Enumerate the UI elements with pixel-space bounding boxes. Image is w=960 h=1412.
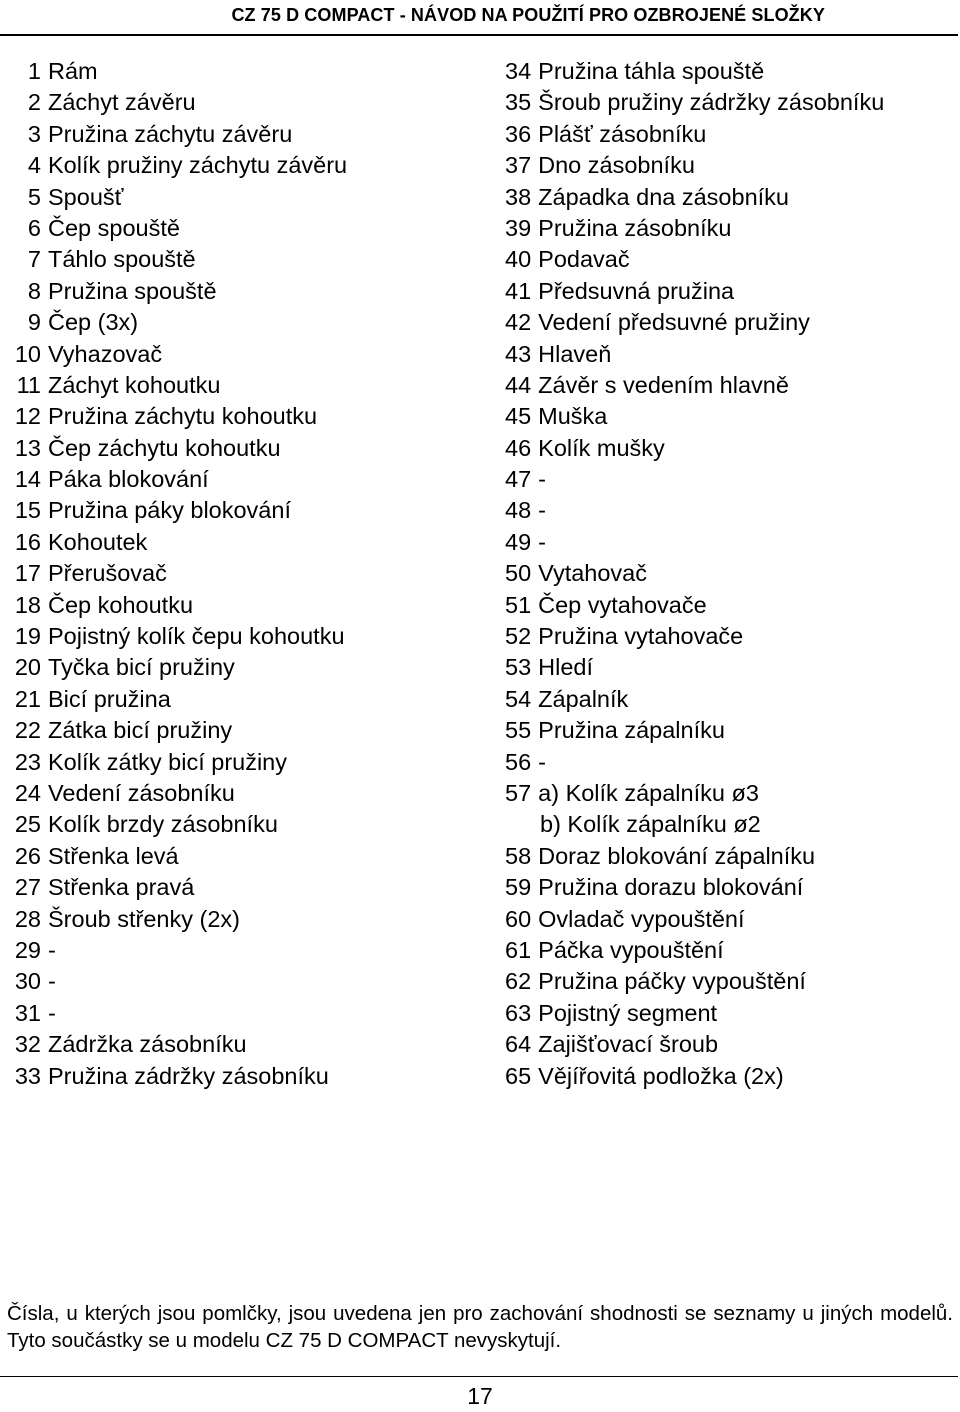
- part-list-item: [505, 1029, 955, 1060]
- part-name: Zátka bicí pružiny: [48, 717, 233, 744]
- part-list-item: [12, 119, 482, 150]
- part-name: Čep spouště: [48, 214, 180, 241]
- part-number: 24: [14, 779, 41, 806]
- part-name: b) Kolík zápalníku ø2: [540, 811, 761, 838]
- part-name: Čep (3x): [48, 309, 139, 336]
- part-number: 64: [505, 1031, 532, 1058]
- part-list-item: [12, 998, 482, 1029]
- part-name: Muška: [538, 403, 608, 430]
- part-number: 13: [14, 434, 41, 461]
- part-number: 41: [505, 277, 532, 304]
- part-name: Západka dna zásobníku: [538, 183, 789, 210]
- part-list-item: [505, 935, 955, 966]
- part-number: 20: [14, 654, 41, 681]
- part-number: 34: [505, 58, 532, 84]
- part-name: Pojistný kolík čepu kohoutku: [48, 623, 345, 650]
- part-name: -: [538, 748, 546, 775]
- part-number: 36: [505, 120, 532, 147]
- part-name: Spoušť: [48, 183, 124, 210]
- part-number: 52: [505, 623, 532, 650]
- part-name: Pružina vytahovače: [538, 623, 744, 650]
- part-list-item: [505, 904, 955, 935]
- part-number: 55: [505, 717, 532, 744]
- part-name: Vedení předsuvné pružiny: [538, 309, 810, 336]
- part-list-item: [505, 307, 955, 338]
- part-list-item: [12, 809, 482, 840]
- part-name: Pružina dorazu blokování: [538, 874, 804, 901]
- part-name: Šroub střenky (2x): [48, 905, 240, 932]
- part-name: Vedení zásobníku: [48, 779, 235, 806]
- part-name: Vějířovitá podložka (2x): [538, 1062, 784, 1089]
- part-number: 48: [505, 497, 532, 524]
- part-number: 61: [505, 936, 532, 963]
- part-list-item: [505, 244, 955, 275]
- part-number: 57: [505, 779, 532, 806]
- part-name: Podavač: [538, 246, 630, 273]
- part-list-item: [505, 464, 955, 495]
- part-list-item: [505, 809, 955, 840]
- part-name: -: [48, 968, 56, 995]
- part-name: -: [538, 497, 546, 524]
- part-list-item: [12, 87, 482, 118]
- part-name: Čep vytahovače: [538, 591, 707, 618]
- footnote: Čísla, u kterých jsou pomlčky, jsou uvedena jen pro zachování shodnosti se seznamy u jiných modelů. Tyto součástky se u modelu CZ 75 D COMPACT nevyskytují.: [7, 1302, 953, 1352]
- part-number: 29: [14, 936, 41, 963]
- part-list-item: [505, 998, 955, 1029]
- page-number: 17: [467, 1383, 493, 1409]
- part-number: 25: [14, 811, 41, 838]
- part-number: 14: [14, 466, 41, 493]
- header-title: CZ 75 D COMPACT - NÁVOD NA POUŽITÍ PRO OZBROJENÉ SLOŽKY: [231, 5, 825, 25]
- part-list-item: [505, 370, 955, 401]
- part-number: 17: [14, 560, 41, 587]
- part-name: Záchyt kohoutku: [48, 371, 221, 398]
- part-number: 59: [505, 874, 532, 901]
- part-number: 18: [14, 591, 41, 618]
- part-number: 22: [14, 717, 41, 744]
- part-name: Kolík zátky bicí pružiny: [48, 748, 288, 775]
- part-name: Čep záchytu kohoutku: [48, 434, 281, 461]
- part-list-item: [505, 87, 955, 118]
- part-list-item: [505, 778, 955, 809]
- part-list-item: [12, 935, 482, 966]
- part-name: Kohoutek: [48, 528, 148, 555]
- part-name: Zápalník: [538, 685, 629, 712]
- part-number: 21: [14, 685, 41, 712]
- part-number: 47: [505, 466, 532, 493]
- part-name: Zajišťovací šroub: [538, 1031, 719, 1058]
- part-name: Páka blokování: [48, 466, 209, 493]
- part-number: 40: [505, 246, 532, 273]
- part-number: 43: [505, 340, 532, 367]
- part-number: 28: [14, 905, 41, 932]
- part-name: Kolík brzdy zásobníku: [48, 811, 278, 838]
- page-header: [0, 0, 958, 36]
- part-number: 54: [505, 685, 532, 712]
- part-list-item: [12, 715, 482, 746]
- part-list-item: [12, 150, 482, 181]
- part-number: 16: [14, 528, 41, 555]
- part-number: 23: [14, 748, 41, 775]
- part-number: 15: [14, 497, 41, 524]
- part-list-item: [12, 56, 482, 87]
- part-name: Kolík pružiny záchytu závěru: [48, 152, 348, 179]
- part-number: 10: [14, 340, 41, 367]
- part-number: 39: [505, 214, 532, 241]
- parts-list-right: [505, 56, 955, 1092]
- part-number: 37: [505, 152, 532, 179]
- part-number: 11: [16, 371, 41, 398]
- part-name: Bicí pružina: [48, 685, 171, 712]
- part-list-item: [12, 213, 482, 244]
- part-list-item: [505, 652, 955, 683]
- part-list-item: [12, 276, 482, 307]
- part-name: Pružina zásobníku: [538, 214, 732, 241]
- part-name: Předsuvná pružina: [538, 277, 735, 304]
- part-list-item: [505, 119, 955, 150]
- part-name: Rám: [48, 58, 98, 84]
- part-number: 32: [14, 1031, 41, 1058]
- part-list-item: [12, 778, 482, 809]
- part-number: 19: [14, 623, 41, 650]
- part-number: 51: [505, 591, 532, 618]
- part-name: a) Kolík zápalníku ø3: [538, 779, 759, 806]
- part-name: Šroub pružiny zádržky zásobníku: [538, 89, 885, 116]
- footer-divider: [0, 1376, 958, 1377]
- part-list-item: [505, 56, 955, 87]
- part-list-item: [12, 370, 482, 401]
- part-list-item: [12, 401, 482, 432]
- part-list-item: [12, 433, 482, 464]
- part-name: Pružina páčky vypouštění: [538, 968, 806, 995]
- part-number: 2: [27, 89, 41, 116]
- part-number: 38: [505, 183, 532, 210]
- part-name: Záchyt závěru: [48, 89, 196, 116]
- part-name: Pružina páky blokování: [48, 497, 291, 524]
- part-number: 33: [14, 1062, 41, 1089]
- part-name: Pojistný segment: [538, 999, 718, 1026]
- part-name: Dno zásobníku: [538, 152, 695, 179]
- part-list-item: [12, 307, 482, 338]
- part-number: 30: [14, 968, 41, 995]
- part-name: Pružina zápalníku: [538, 717, 725, 744]
- part-number: 49: [505, 528, 532, 555]
- part-name: Přerušovač: [48, 560, 167, 587]
- part-list-item: [12, 1029, 482, 1060]
- part-number: 31: [14, 999, 41, 1026]
- part-number: 7: [27, 246, 41, 273]
- part-list-item: [505, 966, 955, 997]
- part-list-item: [505, 276, 955, 307]
- part-list-item: [12, 495, 482, 526]
- part-name: -: [538, 528, 546, 555]
- part-number: 45: [505, 403, 532, 430]
- part-list-item: [505, 715, 955, 746]
- part-number: 35: [505, 89, 532, 116]
- part-list-item: [505, 495, 955, 526]
- part-list-item: [505, 841, 955, 872]
- part-list-item: [12, 244, 482, 275]
- part-list-item: [505, 590, 955, 621]
- part-number: 6: [27, 214, 41, 241]
- part-list-item: [12, 747, 482, 778]
- part-name: Střenka pravá: [48, 874, 195, 901]
- part-number: 50: [505, 560, 532, 587]
- part-number: 27: [14, 874, 41, 901]
- part-name: -: [48, 936, 56, 963]
- part-list-item: [505, 1061, 955, 1092]
- part-number: 46: [505, 434, 532, 461]
- part-list-item: [12, 872, 482, 903]
- part-name: Střenka levá: [48, 842, 179, 869]
- part-list-item: [12, 841, 482, 872]
- part-list-item: [12, 590, 482, 621]
- part-number: 42: [505, 309, 532, 336]
- part-list-item: [12, 621, 482, 652]
- part-name: Pružina zádržky zásobníku: [48, 1062, 329, 1089]
- part-list-item: [505, 401, 955, 432]
- part-name: Čep kohoutku: [48, 591, 194, 618]
- part-number: 3: [27, 120, 41, 147]
- part-name: Zádržka zásobníku: [48, 1031, 247, 1058]
- part-number: 26: [14, 842, 41, 869]
- part-number: 1: [27, 58, 41, 84]
- part-list-item: [505, 872, 955, 903]
- part-number: 44: [505, 371, 532, 398]
- part-list-item: [12, 652, 482, 683]
- part-list-item: [12, 904, 482, 935]
- part-number: 12: [14, 403, 41, 430]
- part-name: Ovladač vypouštění: [538, 905, 745, 932]
- part-list-item: [505, 213, 955, 244]
- part-name: Pružina záchytu závěru: [48, 120, 293, 147]
- part-list-item: [505, 150, 955, 181]
- part-list-item: [12, 684, 482, 715]
- part-name: Pružina táhla spouště: [538, 58, 765, 84]
- part-number: 62: [505, 968, 532, 995]
- part-name: Kolík mušky: [538, 434, 665, 461]
- part-number: 58: [505, 842, 532, 869]
- part-list-item: [505, 182, 955, 213]
- part-name: Závěr s vedením hlavně: [538, 371, 789, 398]
- part-list-item: [12, 464, 482, 495]
- part-name: -: [48, 999, 56, 1026]
- part-name: Vyhazovač: [48, 340, 163, 367]
- part-list-item: [12, 966, 482, 997]
- part-name: Páčka vypouštění: [538, 936, 724, 963]
- part-name: Plášť zásobníku: [538, 120, 707, 147]
- part-name: Pružina záchytu kohoutku: [48, 403, 318, 430]
- part-name: -: [538, 466, 546, 493]
- part-list-item: [12, 182, 482, 213]
- part-name: Pružina spouště: [48, 277, 217, 304]
- part-number: 65: [505, 1062, 532, 1089]
- part-name: Doraz blokování zápalníku: [538, 842, 816, 869]
- part-number: 8: [27, 277, 41, 304]
- part-number: 53: [505, 654, 532, 681]
- part-list-item: [505, 433, 955, 464]
- part-name: Tyčka bicí pružiny: [48, 654, 235, 681]
- part-name: Hlaveň: [538, 340, 612, 367]
- part-name: Táhlo spouště: [48, 246, 196, 273]
- part-list-item: [12, 558, 482, 589]
- part-list-item: [12, 1061, 482, 1092]
- part-list-item: [505, 684, 955, 715]
- part-number: 4: [27, 152, 41, 179]
- part-list-item: [505, 747, 955, 778]
- part-name: Hledí: [538, 654, 594, 681]
- part-list-item: [505, 558, 955, 589]
- part-number: 9: [27, 309, 41, 336]
- part-number: 63: [505, 999, 532, 1026]
- part-name: Vytahovač: [538, 560, 648, 587]
- part-list-item: [505, 621, 955, 652]
- part-list-item: [505, 339, 955, 370]
- part-number: 5: [27, 183, 41, 210]
- parts-list-left: [12, 56, 482, 1092]
- part-list-item: [505, 527, 955, 558]
- part-number: 60: [505, 905, 532, 932]
- part-list-item: [12, 339, 482, 370]
- part-list-item: [12, 527, 482, 558]
- part-number: 56: [505, 748, 532, 775]
